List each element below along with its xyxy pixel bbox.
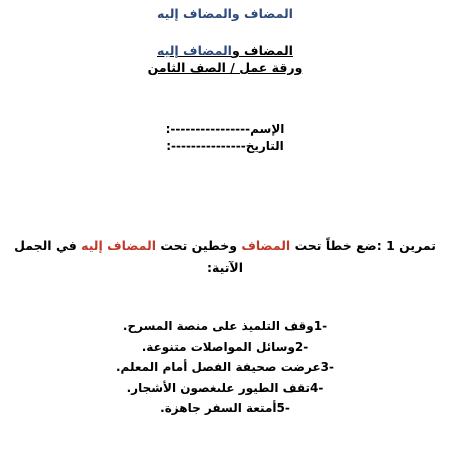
worksheet-subtitle: ورقة عمل / الصف الثامن — [147, 60, 303, 75]
sentence-item: -4تقف الطيور علىغصون الأشجار. — [126, 380, 324, 395]
sentence-item: -1وقف التلميذ على منصة المسرح. — [122, 319, 328, 333]
exercise-text-b: وخطين تحت — [156, 238, 242, 253]
exercise-term-mudaf-ilayh: المضاف إليه — [81, 238, 157, 253]
worksheet-title-part2: المضاف إليه — [157, 43, 232, 58]
exercise-text-c: في الجمل الآتية: — [14, 238, 243, 275]
exercise-instruction — [0, 235, 450, 279]
date-field: التاريخ---------------: — [166, 139, 284, 153]
worksheet-title-part1: المضاف و — [231, 43, 293, 58]
sentence-list — [0, 316, 450, 419]
sentence-item: -3عرضت صحيفة الفصل أمام المعلم. — [115, 360, 334, 374]
exercise-text-a: ضع خطاً تحت — [290, 238, 377, 253]
worksheet-title — [0, 42, 450, 59]
page-header-title: المضاف والمضاف إليه — [157, 6, 293, 21]
sentence-item: -5أمتعة السفر جاهزة. — [160, 401, 290, 415]
name-field: الإسم----------------: — [165, 122, 285, 136]
worksheet-header — [0, 42, 450, 76]
sentence-item: -2وسائل المواصلات متنوعة. — [141, 339, 309, 354]
exercise-label: تمرين 1 : — [376, 238, 436, 253]
student-fields — [0, 121, 450, 155]
exercise-term-mudaf: المضاف — [241, 238, 291, 253]
